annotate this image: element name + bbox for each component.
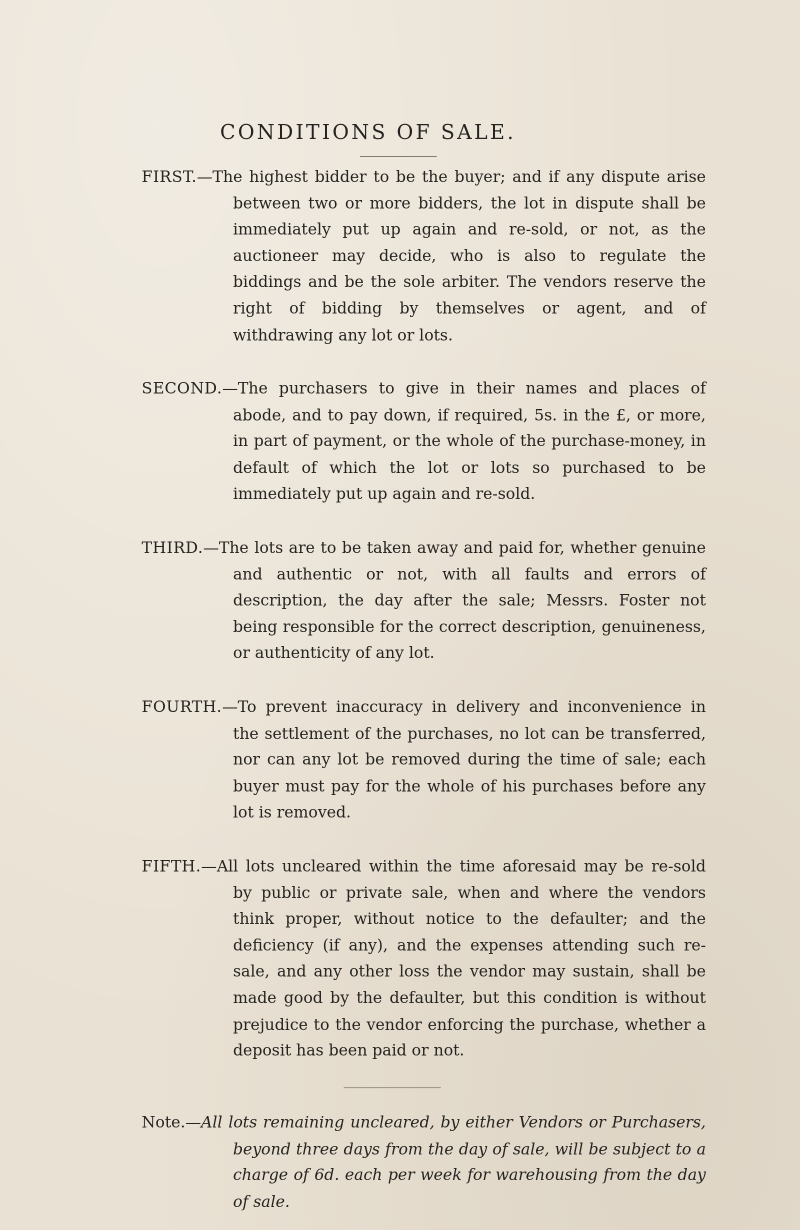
document-page bbox=[77, 0, 724, 1211]
condition-third: THIRD.—The lots are to be taken away and paid for, whether genuine and authentic or not, with all faults and errors of description, the day after the sale; Messrs. Foster not being responsible for the correct description, genuineness, or authenticity of any lot. bbox=[141, 538, 706, 663]
condition-ordinal: SECOND. bbox=[141, 379, 222, 398]
note-divider bbox=[343, 1087, 440, 1088]
condition-first: FIRST.—The highest bidder to be the buyer; and if any dispute arise between two or more bidders, the lot in dispute shall be immediately put up again and re-sold, or not, as the auctioneer may decide, who is also to regulate the biddings and be the sole arbiter. The vendors reserve the right of bidding by themselves or agent, and of withdrawing any lot or lots. bbox=[141, 167, 706, 345]
note-label: Note. bbox=[141, 1113, 186, 1132]
condition-ordinal: FOURTH. bbox=[141, 697, 222, 717]
note-paragraph: Note.—All lots remaining uncleared, by either Vendors or Purchasers, beyond three days from the day of sale, will be subject to a charge of 6d. each per week for warehousing from the day of sale. bbox=[141, 1113, 706, 1211]
condition-text: To prevent inaccuracy in delivery and inconvenience in the settlement of the purchases, no lot can be transferred, nor can any lot be removed during the time of sale; each buyer must pay for the whole of his purchases before any lot is removed. bbox=[232, 697, 706, 822]
title-divider bbox=[360, 156, 437, 157]
condition-ordinal: FIFTH. bbox=[141, 856, 201, 876]
condition-ordinal: FIRST. bbox=[141, 167, 197, 186]
condition-text: The highest bidder to be the buyer; and if any dispute arise between two or more bidders, the lot in dispute shall be immediately put up again and re-sold, or not, as the auctioneer may decide, who is also to regulate the biddings and be the sole arbiter. The vendors reserve the right of bidding by themselves or agent, and of withdrawing any lot or lots. bbox=[212, 167, 706, 345]
condition-text: The purchasers to give in their names and places of abode, and to pay down, if required, 5s. in the £, or more, in part of payment, or the whole of the purchase-money, in default of which the lot or lots so purchased to be immediately put up again and re-sold. bbox=[232, 379, 706, 504]
condition-fourth: FOURTH.—To prevent inaccuracy in delivery and inconvenience in the settlement of the purchases, no lot can be transferred, nor can any lot be removed during the time of sale; each buyer must pay for the whole of his purchases before any lot is removed. bbox=[141, 697, 706, 822]
condition-fifth: FIFTH.—All lots uncleared within the time aforesaid may be re-sold by public or private sale, when and where the vendors think proper, without notice to the defaulter; and the deficiency (if any), and the expenses attending such re-sale, and any other loss the vendor may sustain, shall be made good by the defaulter, but this condition is without prejudice to the vendor enforcing the purchase, whether a deposit has been paid or not. bbox=[141, 856, 706, 1060]
condition-second: SECOND.—The purchasers to give in their names and places of abode, and to pay down, if required, 5s. in the £, or more, in part of payment, or the whole of the purchase-money, in default of which the lot or lots so purchased to be immediately put up again and re-sold. bbox=[141, 379, 706, 504]
note-text: All lots remaining uncleared, by either Vendors or Purchasers, beyond three days from the day of sale, will be subject to a charge of 6d. each per week for warehousing from the day of sale. bbox=[200, 1113, 706, 1211]
condition-ordinal: THIRD. bbox=[141, 538, 203, 557]
condition-text: All lots uncleared within the time aforesaid may be re-sold by public or private sale, when and where the vendors think proper, without notice to the defaulter; and the deficiency (if any), and the expenses attending such re-sale, and any other loss the vendor may sustain, shall be made good by the defaulter, but this condition is without prejudice to the vendor enforcing the purchase, whether a deposit has been paid or not. bbox=[216, 856, 706, 1060]
page-title: CONDITIONS OF SALE. bbox=[219, 120, 516, 144]
condition-text: The lots are to be taken away and paid for, whether genuine and authentic or not, with all faults and errors of description, the day after the sale; Messrs. Foster not being responsible for the correct description, genuineness, or authenticity of any lot. bbox=[218, 538, 706, 663]
